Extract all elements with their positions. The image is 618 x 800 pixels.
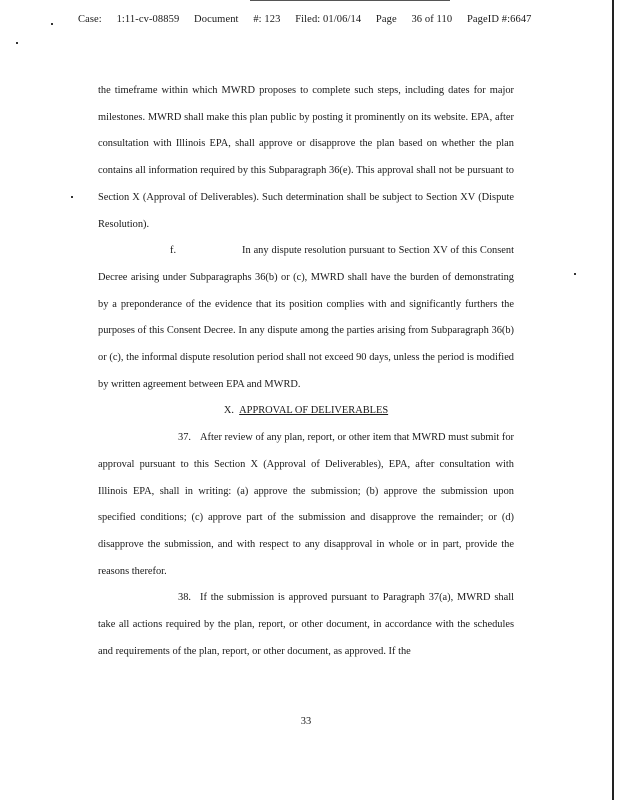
scan-speck (71, 196, 73, 198)
scan-speck (574, 273, 576, 275)
paragraph-38-number: 38. (178, 592, 191, 604)
scan-speck (51, 23, 53, 25)
case-label: Case: (78, 14, 102, 25)
court-filing-header (78, 14, 544, 25)
scan-speck (16, 42, 18, 44)
subparagraph-f (98, 238, 514, 398)
filed-date: Filed: 01/06/14 (295, 14, 362, 25)
section-title: APPROVAL OF DELIVERABLES (239, 405, 389, 417)
paragraph-37-number: 37. (178, 432, 191, 444)
page-of: 36 of 110 (411, 14, 453, 25)
document-number: #: 123 (253, 14, 281, 25)
subparagraph-f-text: In any dispute resolution pursuant to Section XV of this Consent Decree arising under Subparagraphs 36(b) or (c), MWRD shall have the burden of demonstrating by a preponderance of the evidence that its position complies with and significantly furthers the purposes of this Consent Decree. In any dispute among the parties arising from Subparagraph 36(b) or (c), the informal dispute resolution period shall not exceed 90 days, unless the period is modified by written agreement between EPA and MWRD. (98, 245, 514, 390)
paragraph-37-text: After review of any plan, report, or other item that MWRD must submit for approval pursuant to this Section X (Approval of Deliverables), EPA, after consultation with Illinois EPA, shall in writing: (a) approve the submission; (b) approve the submission upon specified conditions; (c) approve part of the submission and disapprove the remainder; or (d) disapprove the submission, and with respect to any disapproval in whole or in part, provide the reasons therefor. (98, 432, 514, 577)
page-number: 33 (300, 716, 312, 727)
page-label: Page (375, 14, 397, 25)
paragraph-37 (98, 425, 514, 585)
page-id: PageID #:6647 (466, 14, 532, 25)
paragraph-38-text: If the submission is approved pursuant to Paragraph 37(a), MWRD shall take all actions required by the plan, report, or other document, in accordance with the schedules and requirements of the plan, report, or other document, as approved. If the (98, 592, 514, 657)
subparagraph-f-number: f. (170, 245, 177, 257)
continued-paragraph: the timeframe within which MWRD proposes to complete such steps, including dates for major milestones. MWRD shall make this plan public by posting it prominently on its website. EPA, after consultation with Illinois EPA, shall approve or disapprove the plan based on whether the plan contains all information required by this Subparagraph 36(e). This approval shall not be pursuant to Section X (Approval of Deliverables). Such determination shall be subject to Section XV (Dispute Resolution). (98, 85, 514, 230)
page-top-edge (250, 0, 450, 1)
document-body (98, 78, 514, 665)
section-number: X. (223, 405, 234, 417)
paragraph-38 (98, 585, 514, 665)
case-number: 1:11-cv-08859 (116, 14, 180, 25)
document-label: Document (194, 14, 239, 25)
page-right-edge (612, 0, 614, 800)
section-heading (98, 398, 514, 425)
